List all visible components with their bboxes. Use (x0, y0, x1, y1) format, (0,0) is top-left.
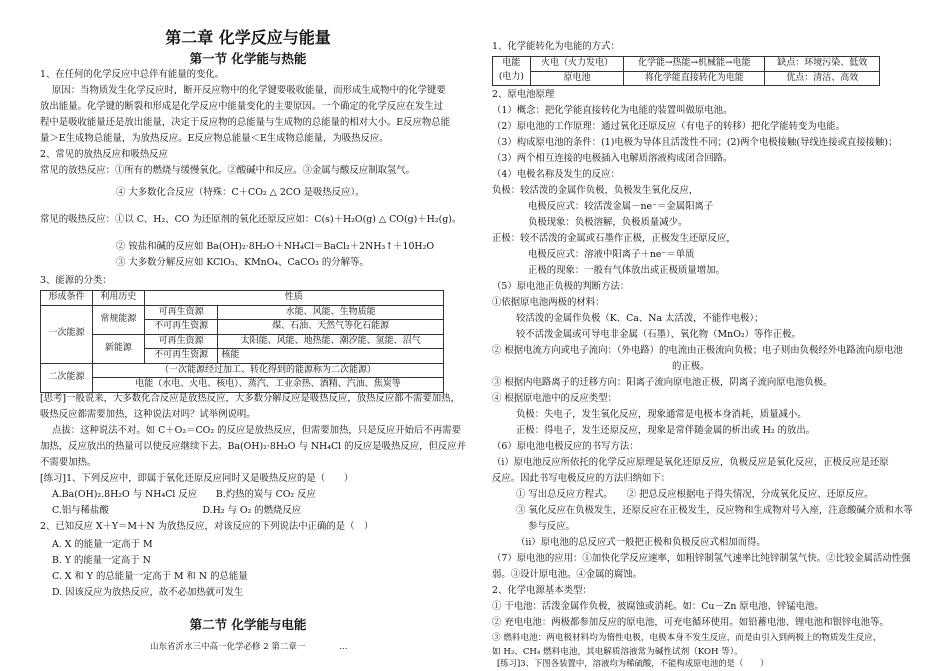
text-line: 正极：较不活泼的金属或石墨作正极，正极发生还原反应， (492, 233, 736, 244)
text-line: 2、已知反应 X＋Y＝M＋N 为放热反应，对该反应的下列说法中正确的是（ ） (40, 521, 374, 532)
table-cell: （一次能源经过加工、转化得到的能源称为二次能源） (92, 363, 443, 378)
text-line: 2、原电池原理 (492, 89, 555, 100)
table-cell: 电能 (493, 57, 531, 72)
text-line: 2、常见的放热反应和吸热反应 (40, 149, 168, 160)
text-line: 反应。因此书写电极反应的方法归纳如下： (492, 473, 671, 484)
text-line: ① 写出总反应方程式。 ② 把总反应根据电子得失情况，分成氧化反应、还原反应。 (516, 489, 874, 500)
text-line: （i）原电池反应所依托的化学反应原理是氧化还原反应，负极反应是氧化反应，正极反应是还原 (492, 457, 889, 468)
text-line: 2、化学电源基本类型： (492, 585, 592, 596)
text-line: 电极反应式：较活泼金属－ne⁻＝金属阳离子 (528, 201, 714, 212)
table-cell: 太阳能、风能、地热能、潮汐能、氢能、沼气 (218, 334, 444, 349)
text-line: 的正极。 (672, 361, 710, 372)
table-cell: 化学能→热能→机械能→电能 (624, 57, 765, 72)
text-line: 点拔：这种说法不对。如 C＋O₂＝CO₂ 的反应是放热反应，但需要加热，只是反应开始后不再需要 (52, 425, 461, 436)
text-line: [练习]1、下列反应中，即属于氧化还原反应同时又是吸热反应的是（ ） (40, 473, 354, 484)
text-line: 1、在任何的化学反应中总伴有能量的变化。 (40, 69, 225, 80)
table-cell: 缺点：环境污染、低效 (765, 57, 880, 72)
text-line: ② 铵盐和碱的反应如 Ba(OH)₂·8H₂O＋NH₄Cl＝BaCl₂＋2NH₃↑＋10H₂O (116, 241, 435, 252)
text-line: ③ 大多数分解反应如 KClO₃、KMnO₄、CaCO₃ 的分解等。 (116, 257, 369, 268)
table-cell: 将化学能直接转化为电能 (624, 71, 765, 86)
text-line: 常见的吸热反应：①以 C、H₂、CO 为还原剂的氧化还原反应如：C(s)＋H₂O(g) △ CO(g)＋H₂(g)。 (40, 214, 462, 225)
chapter-title: 第二章 化学反应与能量 (165, 28, 331, 47)
table-cell: 可再生资源 (144, 305, 218, 320)
text-line: ④ 大多数化合反应（特殊：C＋CO₂ △ 2CO 是吸热反应）。 (116, 187, 365, 198)
text-line: 较活泼的金属作负极（K、Ca、Na 太活泼，不能作电极）； (516, 313, 764, 324)
text-line: （3）构成原电池的条件：(1)电极为导体且活泼性不同；(2)两个电极接触(导线连接或直接接触)； (492, 137, 898, 148)
text-line: C. X 和 Y 的总能量一定高于 M 和 N 的总能量 (52, 571, 248, 582)
text-line: （7）原电池的应用：①加快化学反应速率，如粗锌制氢气速率比纯锌制氢气快。②比较金属活动性强 (492, 553, 911, 564)
text-line: C.铝与稀盐酸 D.H₂ 与 O₂ 的燃烧反应 (52, 505, 302, 516)
text-line: ① 干电池：活泼金属作负极，被腐蚀或消耗。如：Cu－Zn 原电池、锌锰电池。 (492, 601, 824, 612)
table-cell: 煤、石油、天然气等化石能源 (218, 320, 444, 335)
text-line: 加热，反应放出的热量可以使反应继续下去。Ba(OH)₂·8H₂O 与 NH₄Cl 的反应是吸热反应，但反应并 (40, 441, 466, 452)
text-line: 如 H₂、CH₄ 燃料电池，其电解质溶液常为碱性试剂（KOH 等）。 (492, 647, 743, 657)
table-cell: 不可再生资源 (144, 320, 218, 335)
text-line: 正极的现象：一般有气体放出或正极质量增加。 (528, 265, 725, 276)
table-cell: 核能 (218, 349, 444, 364)
text-line: ② 充电电池：两极都参加反应的原电池，可充电循环使用。如铅蓄电池、锂电池和银锌电池等。 (492, 617, 889, 628)
text-line: 原因：当物质发生化学反应时，断开反应物中的化学键要吸收能量，而形成生成物中的化学键要 (52, 85, 446, 96)
text-line: D. 因该反应为放热反应，故不必加热就可发生 (52, 587, 244, 598)
text-line: 较不活泼金属或可导电非金属（石墨）、氧化物（MnO₂）等作正极。 (516, 329, 801, 340)
text-line: B. Y 的能量一定高于 N (52, 555, 151, 566)
table-header: 利用历史 (92, 291, 144, 306)
text-line: （3）两个相互连接的电极插入电解质溶液构成闭合回路。 (492, 153, 733, 164)
table-cell: 不可再生资源 (144, 349, 218, 364)
text-line: 吸热反应都需要加热，这种说法对吗？试举例说明。 (40, 409, 256, 420)
text-line: 负极现象：负极溶解，负极质量减少。 (528, 217, 688, 228)
text-line: ④ 根据原电池中的反应类型： (492, 393, 617, 404)
conversion-table (492, 56, 880, 86)
text-line: 不需要加热。 (40, 457, 97, 468)
text-line: （4）电极名称及发生的反应： (492, 169, 620, 180)
table-cell: (电力) (493, 71, 531, 86)
page-footer: 山东省沂水三中高一化学必修 2 第二章一 ... (150, 642, 348, 652)
text-line: （ii）原电池的总反应式一般把正极和负极反应式相加而得。 (516, 537, 766, 548)
table-header: 形成条件 (41, 291, 93, 306)
text-line: [思考]一般说来，大多数化合反应是放热反应，大多数分解反应是吸热反应，放热反应都不需要加热， (40, 393, 460, 404)
text-line: 1、化学能转化为电能的方式： (492, 41, 620, 52)
table-cell: 一次能源 (41, 305, 93, 363)
text-line: 放出能量。化学键的断裂和形成是化学反应中能量变化的主要原因。一个确定的化学反应在发生过 (40, 101, 444, 112)
text-line: （5）原电池正负极的判断方法： (492, 281, 630, 292)
text-line: （1）概念：把化学能直接转化为电能的装置叫做原电池。 (492, 105, 733, 116)
text-line: ①依据原电池两极的材料： (492, 297, 605, 308)
table-cell: 火电（火力发电） (530, 57, 623, 72)
table-cell: 电能（水电、火电、核电）、蒸汽、工业余热、酒精、汽油、焦炭等 (92, 378, 443, 393)
text-line: A.Ba(OH)₂.8H₂O 与 NH₄Cl 反应 B.灼热的炭与 CO₂ 反应 (52, 489, 316, 500)
text-line: 负极：失电子，发生氧化反应，现象通常是电极本身消耗，质量减小。 (516, 409, 807, 420)
text-line: （6）原电池电极反应的书写方法： (492, 441, 639, 452)
text-line: 参与反应。 (528, 521, 575, 532)
text-line: ③ 燃料电池：两电极材料均为惰性电极，电极本身不发生反应，而是由引入到两极上的物质发生反应， (492, 633, 882, 643)
text-line: 常见的放热反应：①所有的燃烧与缓慢氧化。②酸碱中和反应。③金属与酸反应制取氢气。 (40, 165, 416, 176)
text-line: 3、能源的分类： (40, 275, 112, 286)
table-cell: 水能、风能、生物质能 (218, 305, 444, 320)
text-line: 弱。③设计原电池。④金属的腐蚀。 (492, 569, 643, 580)
text-line: （2）原电池的工作原理：通过氧化还原反应（有电子的转移）把化学能转变为电能。 (492, 121, 845, 132)
text-line: A. X 的能量一定高于 M (52, 539, 153, 550)
text-line: 负极：较活泼的金属作负极，负极发生氧化反应， (492, 185, 699, 196)
text-line: 电极反应式：溶液中阳离子＋ne⁻＝单质 (528, 249, 695, 260)
text-line: ② 根据电流方向或电子流向：（外电路）的电流由正极流向负极；电子则由负极经外电路流向原电池 (492, 345, 903, 356)
table-cell: 优点：清洁、高效 (765, 71, 880, 86)
table-cell: 原电池 (530, 71, 623, 86)
table-header: 性质 (144, 291, 443, 306)
text-line: 正极：得电子，发生还原反应，现象是常伴随金属的析出或 H₂ 的放出。 (516, 425, 816, 436)
table-cell: 常规能源 (92, 305, 144, 334)
table-cell: 二次能源 (41, 363, 93, 392)
text-line: ③ 氧化反应在负极发生，还原反应在正极发生，反应物和生成物对号入座，注意酸碱介质和水等 (516, 505, 913, 516)
text-line: 量＞E生成物总能量，为放热反应。E反应物总能量＜E生成物总能量，为吸热反应。 (40, 133, 389, 144)
text-line: ③ 根据内电路离子的迁移方向：阳离子流向原电池正极，阴离子流向原电池负极。 (492, 377, 833, 388)
section1-title: 第一节 化学能与热能 (189, 51, 307, 66)
text-line: 程中是吸收能量还是放出能量，决定于反应物的总能量与生成物的总能量的相对大小。E反应物总能 (40, 117, 450, 128)
table-cell: 新能源 (92, 334, 144, 363)
section2-title: 第二节 化学能与电能 (189, 617, 307, 632)
energy-table (40, 290, 444, 393)
table-cell: 可再生资源 (144, 334, 218, 349)
exercise-3: [练习]3、下图各装置中，溶液均为稀硫酸，不能构成原电池的是（ ） (497, 658, 769, 668)
